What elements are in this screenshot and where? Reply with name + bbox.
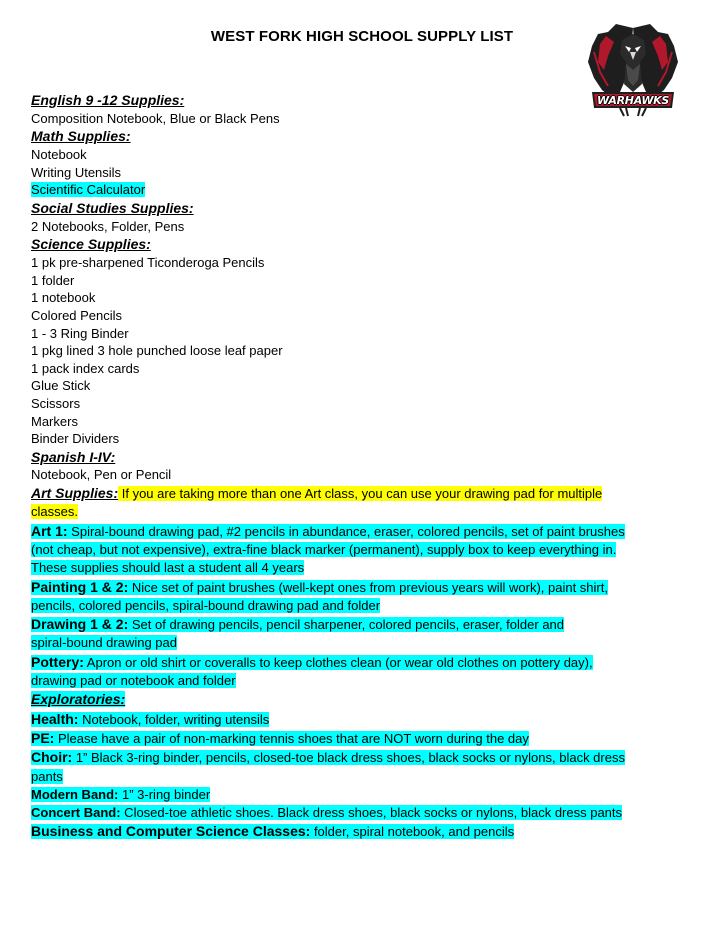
list-item: Scissors (31, 395, 81, 411)
art-heading: Art Supplies: (31, 485, 119, 502)
health-text: Notebook, folder, writing utensils (78, 711, 270, 727)
pottery-text-2: drawing pad or notebook and folder (31, 673, 236, 689)
pottery-label: Pottery: (31, 653, 84, 670)
modern-band-label: Modern Band: (31, 786, 119, 802)
math-heading: Math Supplies: (31, 128, 131, 145)
concert-band-section (31, 804, 646, 822)
modern-band-text: 1” 3-ring binder (118, 786, 211, 802)
art-note-cont: classes. (31, 504, 78, 520)
logo-text: WARHAWKS (596, 94, 670, 107)
concert-band-label: Concert Band: (31, 805, 121, 821)
drawing-text: Set of drawing pencils, pencil sharpener, colored pencils, eraser, folder and (128, 617, 565, 633)
list-item: 1 folder (31, 272, 75, 288)
list-item: Scientific Calculator (31, 182, 146, 198)
painting-label: Painting 1 & 2: (31, 578, 129, 595)
list-item: Markers (31, 413, 78, 429)
pottery-text: Apron or old shirt or coveralls to keep clothes clean (or wear old clothes on pottery day), (83, 654, 593, 670)
art1-text-3: These supplies should last a student all 4 years (31, 560, 305, 576)
drawing-text-2: spiral-bound drawing pad (31, 635, 177, 651)
pe-section (31, 729, 646, 748)
painting-text: Nice set of paint brushes (well-kept ones from previous years will work), paint shirt, (128, 579, 608, 595)
list-item: 1 notebook (31, 290, 96, 306)
art1-text-2: (not cheap, but not expensive), extra-fine black marker (permanent), supply box to keep everything in. (31, 541, 617, 557)
art1-section (31, 522, 646, 578)
list-item: 1 pack index cards (31, 360, 140, 376)
list-item: Notebook (31, 147, 87, 163)
exploratories-heading: Exploratories: (31, 691, 126, 708)
painting-section (31, 578, 646, 616)
concert-band-text: Closed-toe athletic shoes. Black dress shoes, black socks or nylons, black dress pants (120, 805, 623, 821)
list-item: 1 pk pre-sharpened Ticonderoga Pencils (31, 255, 265, 271)
list-item: 1 - 3 Ring Binder (31, 325, 129, 341)
modern-band-section (31, 786, 646, 804)
business-label: Business and Computer Science Classes: (31, 823, 311, 840)
english-heading: English 9 -12 Supplies: (31, 92, 185, 108)
list-item: 2 Notebooks, Folder, Pens (31, 218, 185, 234)
spanish-heading: Spanish I-IV: (31, 448, 116, 465)
list-item: Composition Notebook, Blue or Black Pens (31, 110, 280, 126)
social-studies-heading: Social Studies Supplies: (31, 199, 194, 216)
list-item: Colored Pencils (31, 307, 123, 323)
painting-text-2: pencils, colored pencils, spiral-bound drawing pad and folder (31, 597, 381, 613)
art1-text: Spiral-bound drawing pad, #2 pencils in abundance, eraser, colored pencils, set of paint brushes (67, 523, 625, 539)
list-item: Writing Utensils (31, 164, 122, 180)
list-item: 1 pkg lined 3 hole punched loose leaf paper (31, 343, 283, 359)
business-section (31, 822, 646, 841)
art-note: If you are taking more than one Art class, you can use your drawing pad for multiple (118, 486, 603, 502)
drawing-section (31, 615, 646, 653)
list-item: Glue Stick (31, 378, 91, 394)
pe-text: Please have a pair of non-marking tennis shoes that are NOT worn during the day (54, 730, 529, 746)
choir-section (31, 748, 646, 786)
pottery-section (31, 653, 646, 691)
health-label: Health: (31, 710, 79, 727)
supply-list (31, 91, 646, 842)
choir-label: Choir: (31, 749, 73, 766)
art1-label: Art 1: (31, 522, 68, 539)
pe-label: PE: (31, 729, 55, 746)
choir-text-2: pants (31, 768, 63, 784)
list-item: Binder Dividers (31, 431, 120, 447)
science-heading: Science Supplies: (31, 236, 151, 253)
art-supplies-section (31, 484, 646, 522)
list-item: Notebook, Pen or Pencil (31, 467, 172, 483)
health-section (31, 710, 646, 729)
page-title: WEST FORK HIGH SCHOOL SUPPLY LIST (210, 28, 514, 45)
drawing-label: Drawing 1 & 2: (31, 616, 129, 633)
choir-text: 1” Black 3-ring binder, pencils, closed-toe black dress shoes, black socks or nylons, black dress (72, 750, 625, 766)
business-text: folder, spiral notebook, and pencils (310, 824, 515, 840)
